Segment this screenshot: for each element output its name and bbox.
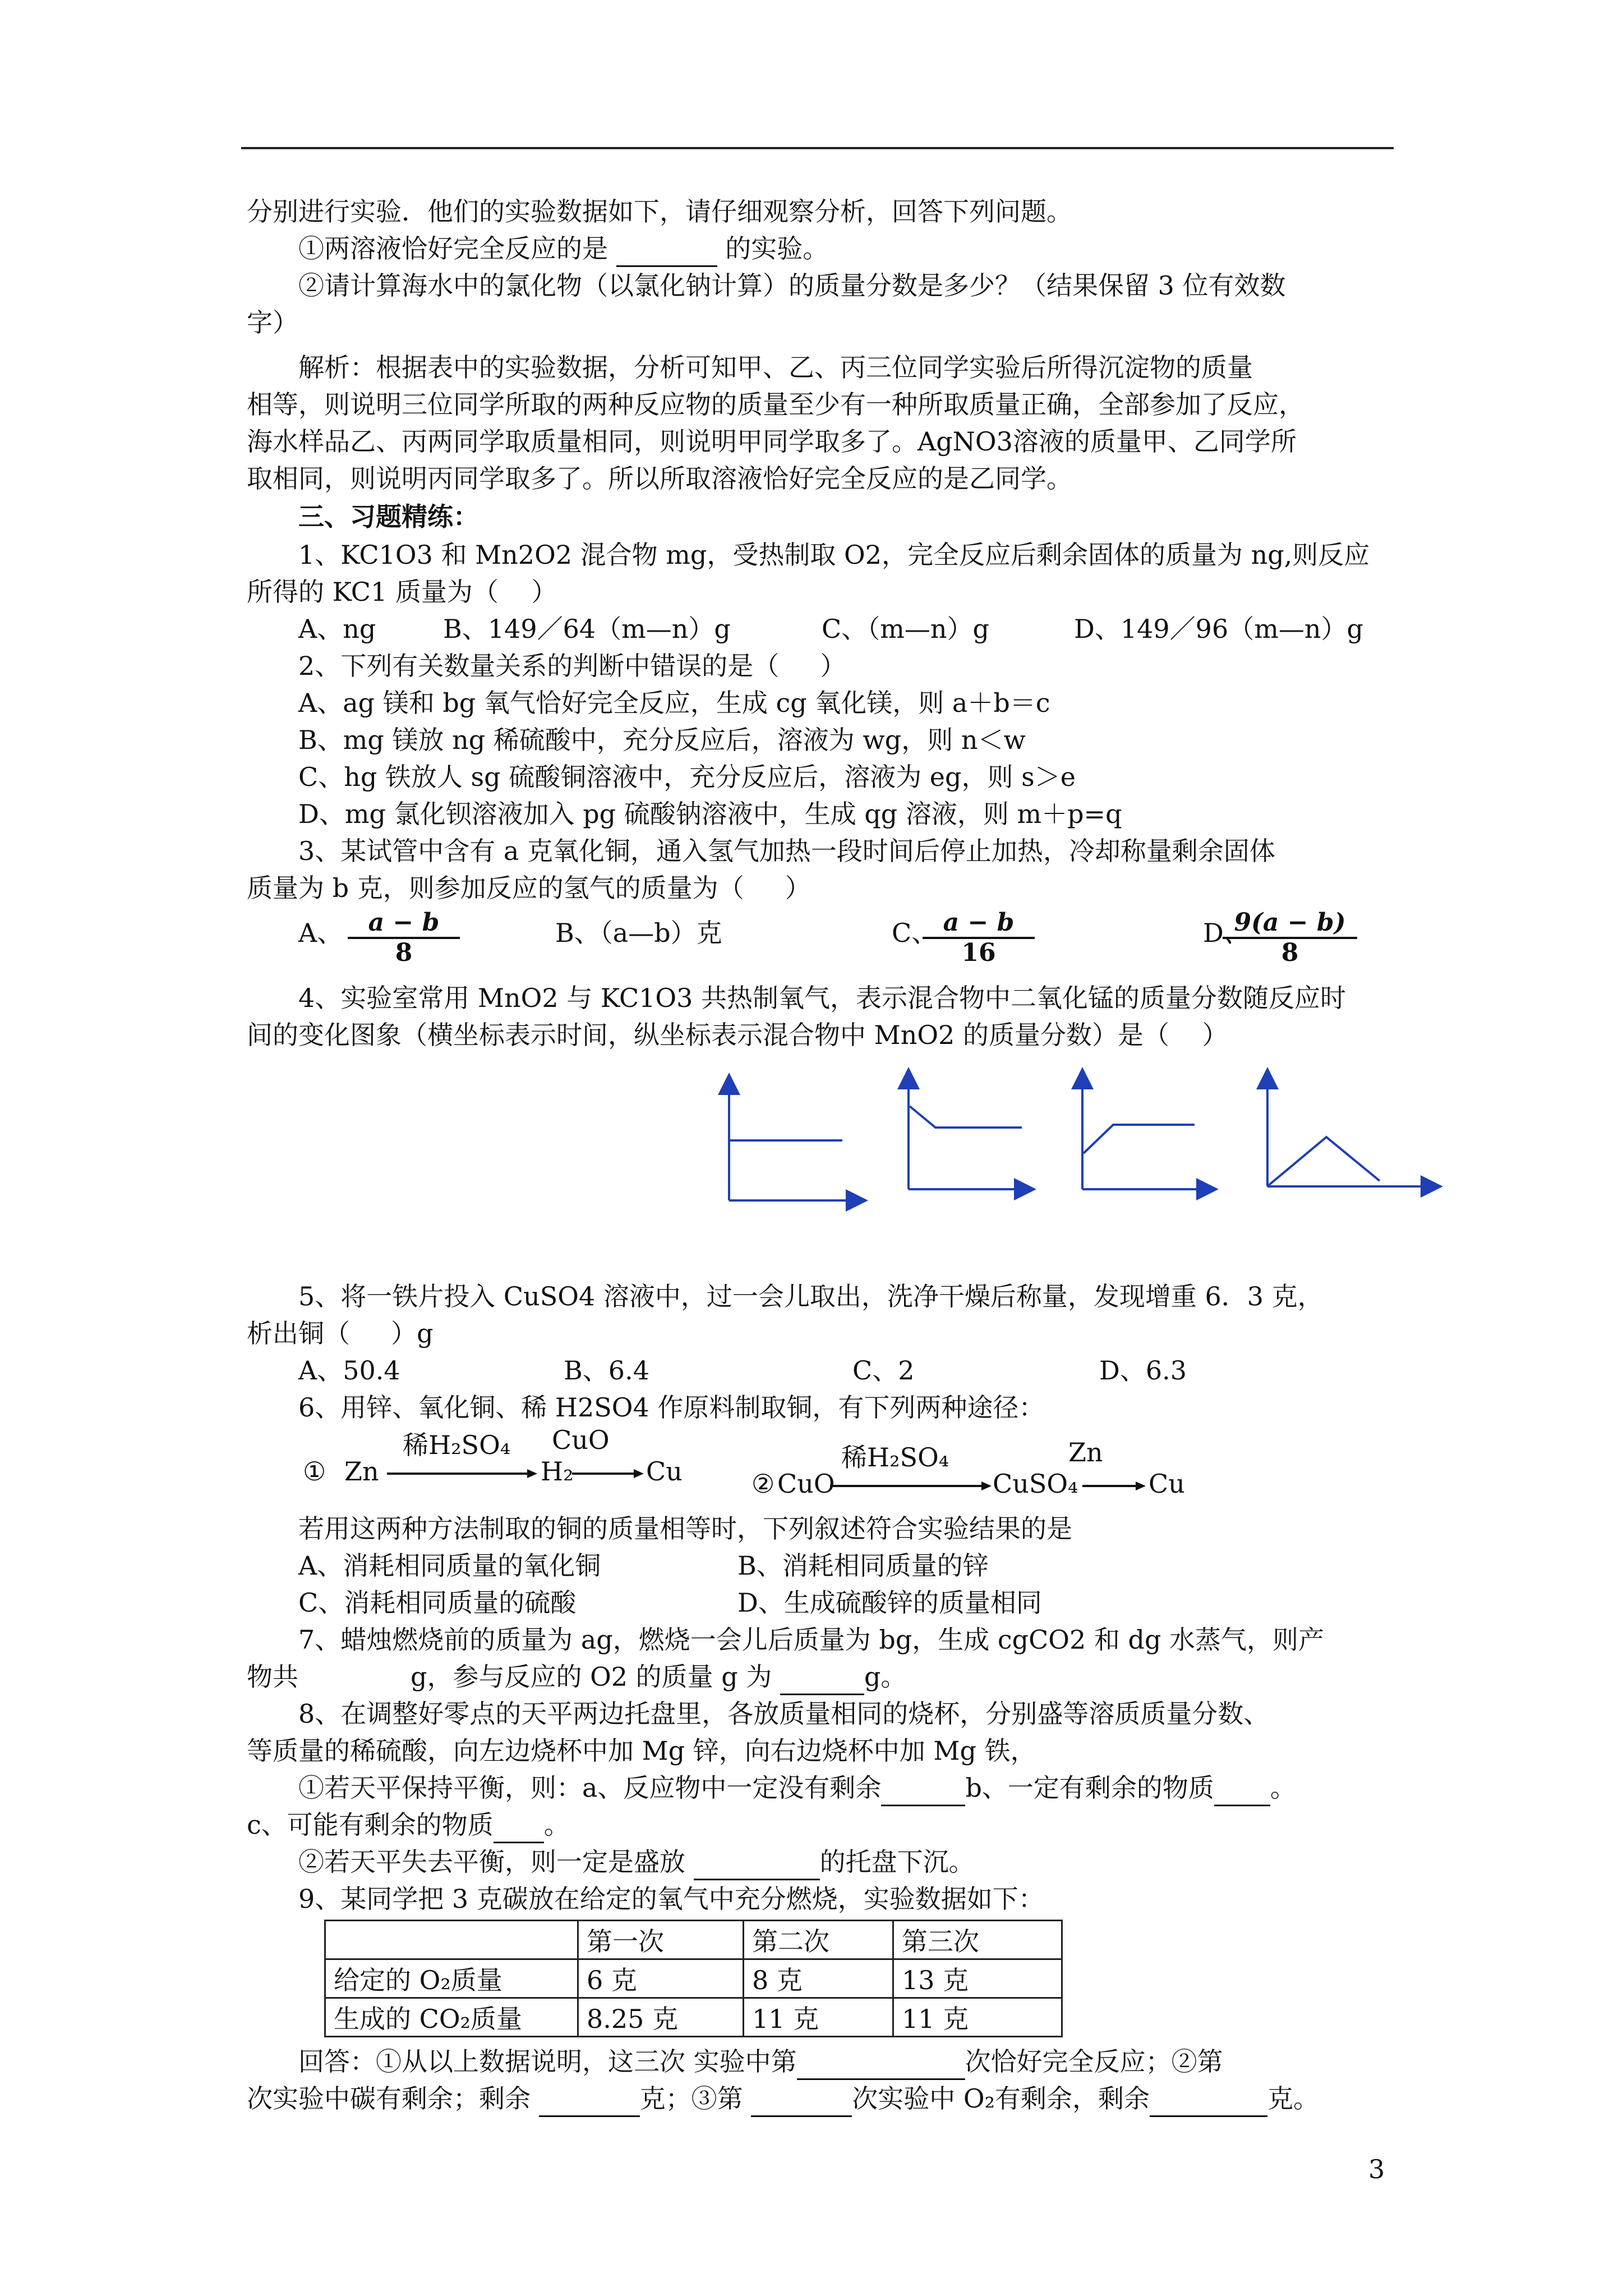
question-8-part-1-cont: c、可能有剩余的物质 。 xyxy=(247,1806,1396,1843)
question-7-cont: 物共 g，参与反应的 O2 的质量 g 为 g。 xyxy=(247,1658,1396,1695)
question-8-cont: 等质量的稀硫酸，向左边烧杯中加 Mg 锌，向右边烧杯中加 Mg 铁， xyxy=(247,1736,1036,1766)
answer-blank[interactable] xyxy=(539,2088,640,2117)
option-d[interactable]: D、149／96（m—n）g xyxy=(1074,614,1363,644)
question-line: ①两溶液恰好完全反应的是 的实验。 xyxy=(298,230,1448,267)
option-b[interactable]: B、149／64（m—n）g xyxy=(443,614,731,644)
table-cell: 8 克 xyxy=(744,1959,893,1998)
question-9: 9、某同学把 3 克碳放在给定的氧气中充分燃烧，实验数据如下： xyxy=(298,1884,1044,1914)
answer-line-2: 次实验中碳有剩余；剩余 克；③第 次实验中 O₂有剩余，剩余 克。 xyxy=(247,2080,1396,2117)
table-cell: 8.25 克 xyxy=(578,1998,744,2037)
option-d[interactable]: D、6.3 xyxy=(1099,1355,1187,1386)
answer-line-1: 回答：①从以上数据说明，这三次 实验中第 次恰好完全反应；②第 xyxy=(298,2043,1448,2080)
route-2 xyxy=(751,1437,1200,1504)
graph-c[interactable] xyxy=(1082,1071,1214,1189)
answer-blank[interactable] xyxy=(780,1667,864,1695)
table-cell: 第二次 xyxy=(744,1921,893,1959)
fraction-d: $\frac{9(a - b)}{8}$ xyxy=(1223,909,1357,967)
question-6-cont: 若用这两种方法制取的铜的质量相等时，下列叙述符合实验结果的是 xyxy=(298,1513,1072,1544)
answer-blank[interactable] xyxy=(1214,1778,1270,1806)
question-4-cont: 间的变化图象（横坐标表示时间，纵坐标表示混合物中 MnO2 的质量分数）是（ ） xyxy=(247,1020,1228,1050)
question-line: ②请计算海水中的氯化物（以氯化钠计算）的质量分数是多少？（结果保留 3 位有效数 xyxy=(298,270,1286,301)
answer-blank[interactable] xyxy=(881,1778,965,1806)
option-c[interactable]: C、2 xyxy=(852,1355,915,1386)
question-4: 4、实验室常用 MnO2 与 KC1O3 共热制氧气，表示混合物中二氧化锰的质量分数随反应时 xyxy=(298,983,1347,1013)
answer-blank[interactable] xyxy=(751,2088,852,2117)
question-6: 6、用锌、氧化铜、稀 H2SO4 作原料制取铜，有下列两种途径： xyxy=(298,1392,1045,1423)
option-c-label[interactable]: C、 xyxy=(892,918,938,948)
answer-blank[interactable] xyxy=(1150,2088,1267,2117)
option-b[interactable]: B、mg 镁放 ng 稀硫酸中，充分反应后，溶液为 wg，则 n＜w xyxy=(298,725,1026,755)
table-cell: 13 克 xyxy=(893,1959,1062,1998)
analysis-line: 海水样品乙、丙两同学取质量相同，则说明甲同学取多了。AgNO3溶液的质量甲、乙同学所 xyxy=(247,426,1297,457)
route-1-reagent: 稀H₂SO₄ xyxy=(403,1430,511,1460)
route-2-intermediate: CuSO₄ xyxy=(993,1469,1078,1499)
answer-blank[interactable] xyxy=(494,1815,544,1843)
route-1-number: ① xyxy=(303,1456,326,1487)
route-1-intermediate: H₂ xyxy=(541,1456,574,1487)
graph-a[interactable] xyxy=(729,1077,864,1200)
question-5-cont: 析出铜（ ）g xyxy=(247,1318,434,1349)
option-a-label[interactable]: A、 xyxy=(298,918,343,948)
option-a[interactable]: A、消耗相同质量的氧化铜 xyxy=(298,1550,601,1581)
graph-d[interactable] xyxy=(1267,1071,1438,1186)
question-2: 2、下列有关数量关系的判断中错误的是（ ） xyxy=(298,651,846,681)
table-cell: 第三次 xyxy=(893,1921,1062,1959)
table-cell: 11 克 xyxy=(744,1998,893,2037)
graphs-svg xyxy=(695,1066,1458,1251)
table-row xyxy=(325,1959,1062,1998)
route-2-reagent: 稀H₂SO₄ xyxy=(841,1442,949,1473)
route-1 xyxy=(303,1425,729,1492)
answer-blank[interactable] xyxy=(298,1667,411,1695)
text-line: 分别进行实验．他们的实验数据如下，请仔细观察分析，回答下列问题。 xyxy=(247,196,1072,227)
answer-blank[interactable] xyxy=(694,1852,820,1880)
question-8: 8、在调整好零点的天平两边托盘里，各放质量相同的烧杯，分别盛等溶质质量分数、 xyxy=(298,1699,1270,1729)
question-3: 3、某试管中含有 a 克氧化铜，通入氢气加热一段时间后停止加热，冷却称量剩余固体 xyxy=(298,836,1275,866)
route-1-end: Cu xyxy=(646,1456,683,1487)
analysis-line: 解析：根据表中的实验数据，分析可知甲、乙、丙三位同学实验后所得沉淀物的质量 xyxy=(298,352,1253,383)
fraction-c: $\frac{a - b}{16}$ xyxy=(923,909,1035,967)
fraction-a: $\frac{a - b}{8}$ xyxy=(348,909,460,967)
route-2-number: ② xyxy=(751,1469,775,1499)
data-table xyxy=(324,1920,1063,2037)
route-2-start: CuO xyxy=(777,1469,835,1499)
table-header-row xyxy=(325,1921,1062,1959)
answer-blank[interactable] xyxy=(797,2051,965,2080)
section-heading: 三、习题精练： xyxy=(298,501,479,532)
table-cell: 给定的 O₂质量 xyxy=(325,1959,578,1998)
header-rule xyxy=(241,147,1394,149)
option-a[interactable]: A、ag 镁和 bg 氧气恰好完全反应，生成 cg 氧化镁，则 a＋b＝c xyxy=(298,688,1050,718)
analysis-line: 取相同，则说明丙同学取多了。所以所取溶液恰好完全反应的是乙同学。 xyxy=(247,463,1072,494)
text-line: 字） xyxy=(247,307,298,338)
table-cell: 6 克 xyxy=(578,1959,744,1998)
table-cell: 生成的 CO₂质量 xyxy=(325,1998,578,2037)
option-d[interactable]: D、生成硫酸锌的质量相同 xyxy=(737,1588,1042,1618)
option-c[interactable]: C、消耗相同质量的硫酸 xyxy=(298,1588,577,1618)
route-1-reagent-2: CuO xyxy=(552,1425,610,1455)
question-3-cont: 质量为 b 克，则参加反应的氢气的质量为（ ） xyxy=(247,873,811,903)
option-d-label[interactable]: D、 xyxy=(1203,918,1249,948)
page-number: 3 xyxy=(1368,2154,1385,2184)
table-cell xyxy=(325,1921,578,1959)
question-1: 1、KC1O3 和 Mn2O2 混合物 mg，受热制取 O2，完全反应后剩余固体的质量为 ng,则反应 xyxy=(298,540,1370,570)
graph-options xyxy=(695,1066,1458,1251)
option-b[interactable]: B、6.4 xyxy=(564,1355,649,1386)
route-2-reagent-2: Zn xyxy=(1068,1437,1103,1467)
table-cell: 11 克 xyxy=(893,1998,1062,2037)
option-a[interactable]: A、ng xyxy=(298,614,376,644)
route-1-start: Zn xyxy=(344,1456,379,1487)
option-d[interactable]: D、mg 氯化钡溶液加入 pg 硫酸钠溶液中，生成 qg 溶液，则 m＋p=q xyxy=(298,799,1122,829)
option-b[interactable]: B、消耗相同质量的锌 xyxy=(737,1550,989,1581)
table-row xyxy=(325,1998,1062,2037)
question-5: 5、将一铁片投入 CuSO4 溶液中，过一会儿取出，洗净干燥后称量，发现增重 6．3 克， xyxy=(298,1281,1324,1312)
question-1-cont: 所得的 KC1 质量为（ ） xyxy=(247,577,557,607)
option-a[interactable]: A、50.4 xyxy=(298,1355,400,1386)
option-c[interactable]: C、（m—n）g xyxy=(822,614,989,644)
answer-blank[interactable] xyxy=(616,238,717,267)
table-cell: 第一次 xyxy=(578,1921,744,1959)
option-b[interactable]: B、（a—b）克 xyxy=(555,918,722,948)
question-8-part-1: ①若天平保持平衡，则：a、反应物中一定没有剩余 b、一定有剩余的物质 。 xyxy=(298,1769,1448,1806)
question-7: 7、蜡烛燃烧前的质量为 ag，燃烧一会儿后质量为 bg，生成 cgCO2 和 dg 水蒸气，则产 xyxy=(298,1625,1325,1655)
option-c[interactable]: C、hg 铁放人 sg 硫酸铜溶液中，充分反应后，溶液为 eg，则 s＞e xyxy=(298,762,1076,792)
question-8-part-2: ②若天平失去平衡，则一定是盛放 的托盘下沉。 xyxy=(298,1843,1448,1880)
route-2-end: Cu xyxy=(1149,1469,1185,1499)
analysis-line: 相等，则说明三位同学所取的两种反应物的质量至少有一种所取质量正确，全部参加了反应， xyxy=(247,389,1304,420)
graph-b[interactable] xyxy=(909,1071,1032,1189)
